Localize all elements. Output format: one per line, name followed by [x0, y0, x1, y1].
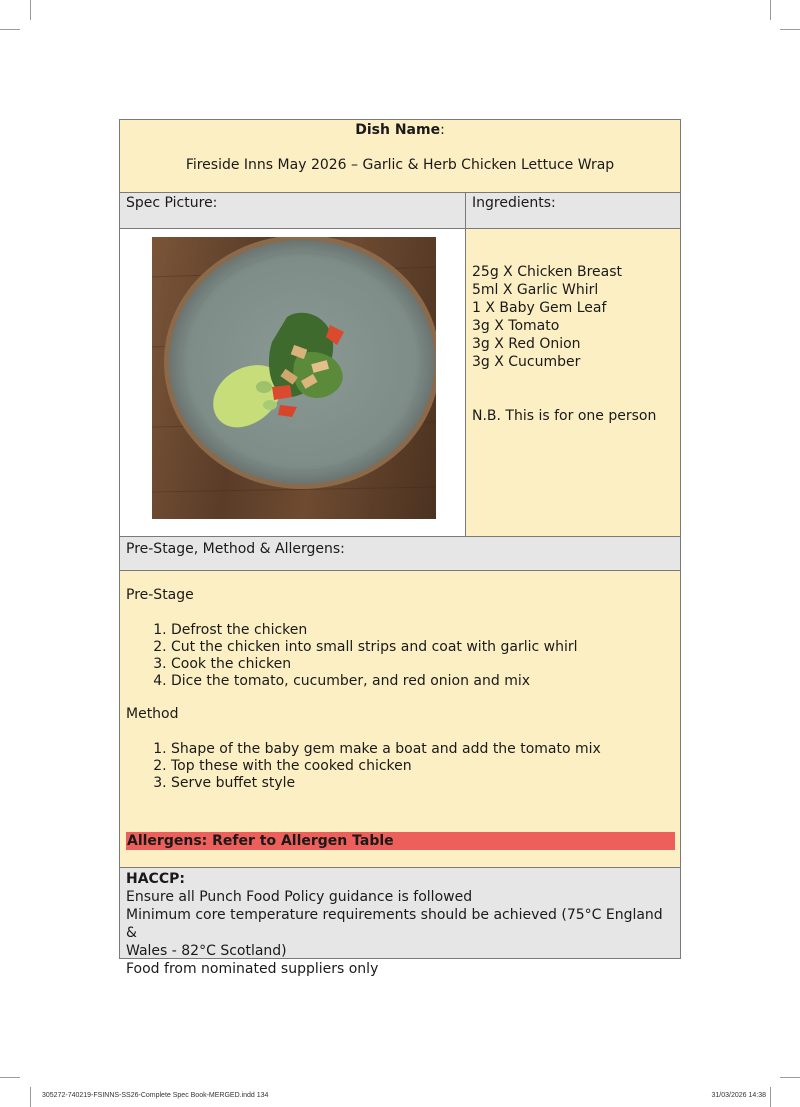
ingredients-cell	[466, 229, 680, 536]
ingredient-item: 3g X Tomato	[472, 318, 560, 334]
picture-ingredients-header	[120, 193, 680, 229]
ingredient-item: 3g X Cucumber	[472, 354, 581, 370]
method-steps	[126, 741, 674, 792]
crop-mark	[770, 1087, 771, 1107]
haccp-line: Food from nominated suppliers only	[126, 961, 379, 977]
method-title: Method	[126, 706, 179, 722]
haccp-line: Ensure all Punch Food Policy guidance is followed	[126, 889, 473, 905]
allergens-notice: Allergens: Refer to Allergen Table	[126, 832, 675, 850]
print-footer-file: 305272-740219-FSINNS-SS26-Complete Spec Book-MERGED.indd 134	[42, 1092, 269, 1099]
ingredients-note: N.B. This is for one person	[472, 408, 657, 424]
spec-sheet	[119, 119, 681, 977]
spec-picture-cell	[120, 229, 466, 536]
list-item: 1. Defrost the chicken	[171, 622, 674, 639]
pre-stage-title: Pre-Stage	[126, 587, 194, 603]
method-section	[120, 571, 680, 868]
crop-mark	[30, 1087, 31, 1107]
haccp-line: Wales - 82°C Scotland)	[126, 943, 287, 959]
pre-stage-steps	[126, 622, 674, 690]
crop-mark	[780, 29, 800, 30]
list-item: 4. Dice the tomato, cucumber, and red onion and mix	[171, 673, 674, 690]
haccp-line: Minimum core temperature requirements should be achieved (75°C England &	[126, 907, 663, 941]
picture-ingredients-row	[120, 229, 680, 537]
haccp-title: HACCP:	[126, 871, 185, 887]
print-footer-date: 31/03/2026 14:38	[711, 1092, 766, 1099]
haccp-section	[120, 868, 680, 977]
ingredient-item: 25g X Chicken Breast	[472, 264, 623, 280]
list-item: 1. Shape of the baby gem make a boat and add the tomato mix	[171, 741, 674, 758]
dish-name-label: Dish Name:	[355, 122, 445, 138]
dish-name-row	[120, 120, 680, 193]
ingredient-item: 5ml X Garlic Whirl	[472, 282, 599, 298]
ingredient-item: 1 X Baby Gem Leaf	[472, 300, 607, 316]
method-section-header: Pre-Stage, Method & Allergens:	[120, 537, 680, 571]
spec-picture-header: Spec Picture:	[120, 193, 466, 228]
crop-mark	[780, 1077, 800, 1078]
ingredient-item: 3g X Red Onion	[472, 336, 581, 352]
list-item: 2. Top these with the cooked chicken	[171, 758, 674, 775]
crop-mark	[0, 29, 20, 30]
list-item: 3. Cook the chicken	[171, 656, 674, 673]
crop-mark	[770, 0, 771, 20]
list-item: 3. Serve buffet style	[171, 775, 674, 792]
dish-photo	[152, 237, 436, 519]
dish-name: Fireside Inns May 2026 – Garlic & Herb Chicken Lettuce Wrap	[185, 157, 615, 173]
ingredients-header: Ingredients:	[472, 195, 556, 211]
crop-mark	[0, 1077, 20, 1078]
crop-mark	[30, 0, 31, 20]
list-item: 2. Cut the chicken into small strips and coat with garlic whirl	[171, 639, 674, 656]
